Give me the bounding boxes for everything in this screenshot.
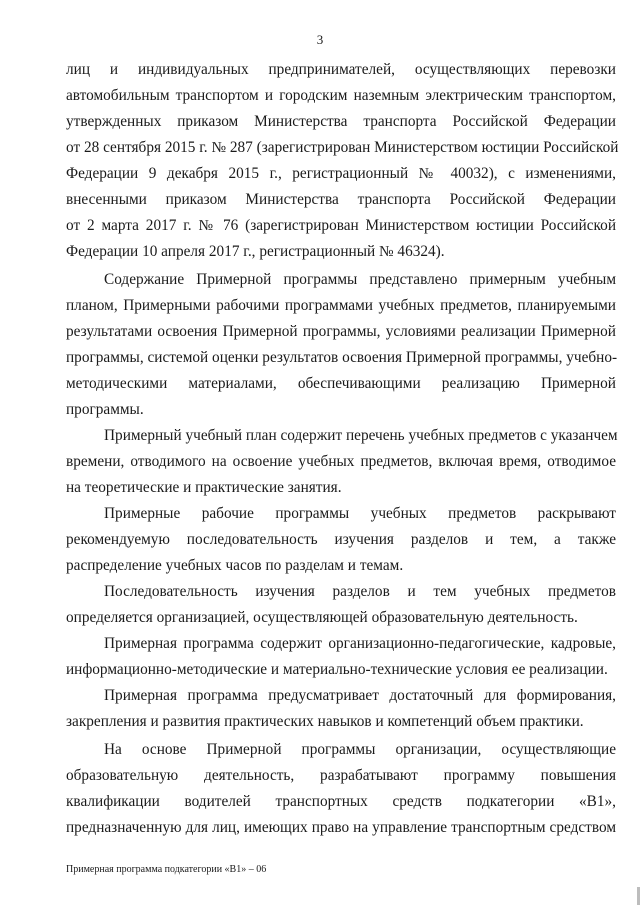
text-line: на теоретические и практические занятия.: [66, 479, 342, 496]
text-line: программы.: [66, 401, 144, 418]
text-line: лиц и индивидуальных предпринимателей, осуществляющих перевозки: [66, 61, 616, 78]
text-line: времени, отводимого на освоение учебных предметов, включая время, отводимое: [66, 453, 616, 470]
text-line: распределение учебных часов по разделам и темам.: [66, 557, 404, 574]
paragraph-first-line: На основе Примерной программы организации, осуществляющие: [104, 741, 616, 758]
text-line: квалификации водителей транспортных средств подкатегории «В1»,: [66, 793, 616, 810]
text-line: образовательную деятельность, разрабатывают программу повышения: [66, 767, 616, 784]
text-line: результатами освоения Примерной программы, условиями реализации Примерной: [66, 323, 616, 340]
text-line: информационно-методические и материально-технические условия ее реализации.: [66, 661, 608, 678]
text-line: от 28 сентября 2015 г. № 287 (зарегистрирован Министерством юстиции Российской: [66, 139, 619, 156]
text-line: программы, системой оценки результатов освоения Примерной программы, учебно-: [66, 349, 618, 366]
paragraph-first-line: Примерный учебный план содержит перечень учебных предметов с указанчем: [104, 427, 618, 444]
text-line: Федерации 9 декабря 2015 г., регистрационный № 40032), с изменениями,: [66, 165, 616, 182]
text-line: планом, Примерными рабочими программами учебных предметов, планируемыми: [66, 297, 616, 314]
text-line: закрепления и развития практических навыков и компетенций объем практики.: [66, 713, 584, 730]
text-line: автомобильным транспортом и городским наземным электрическим транспортом,: [66, 87, 616, 104]
text-line: от 2 марта 2017 г. № 76 (зарегистрирован Министерством юстиции Российской: [66, 217, 616, 234]
text-line: методическими материалами, обеспечивающими реализацию Примерной: [66, 375, 616, 392]
page-number: 3: [316, 32, 324, 47]
paragraph-first-line: Примерные рабочие программы учебных предметов раскрывают: [104, 505, 616, 522]
text-line: утвержденных приказом Министерства транспорта Российской Федерации: [66, 113, 616, 130]
page-footer: Примерная программа подкатегории «В1» – 06: [66, 864, 267, 875]
text-line: предназначенную для лиц, имеющих право на управление транспортным средством: [66, 819, 616, 836]
paragraph-first-line: Последовательность изучения разделов и тем учебных предметов: [104, 583, 616, 600]
text-line: внесенными приказом Министерства транспорта Российской Федерации: [66, 191, 616, 208]
text-line: Федерации 10 апреля 2017 г., регистрационный № 46324).: [66, 243, 445, 260]
paragraph-first-line: Примерная программа содержит организационно-педагогические, кадровые,: [104, 635, 616, 652]
text-line: рекомендуемую последовательность изучения разделов и тем, а также: [66, 531, 616, 548]
paragraph-first-line: Примерная программа предусматривает достаточный для формирования,: [104, 687, 616, 704]
text-line: определяется организацией, осуществляющей образовательную деятельность.: [66, 609, 578, 626]
paragraph-first-line: Содержание Примерной программы представлено примерным учебным: [104, 271, 616, 288]
